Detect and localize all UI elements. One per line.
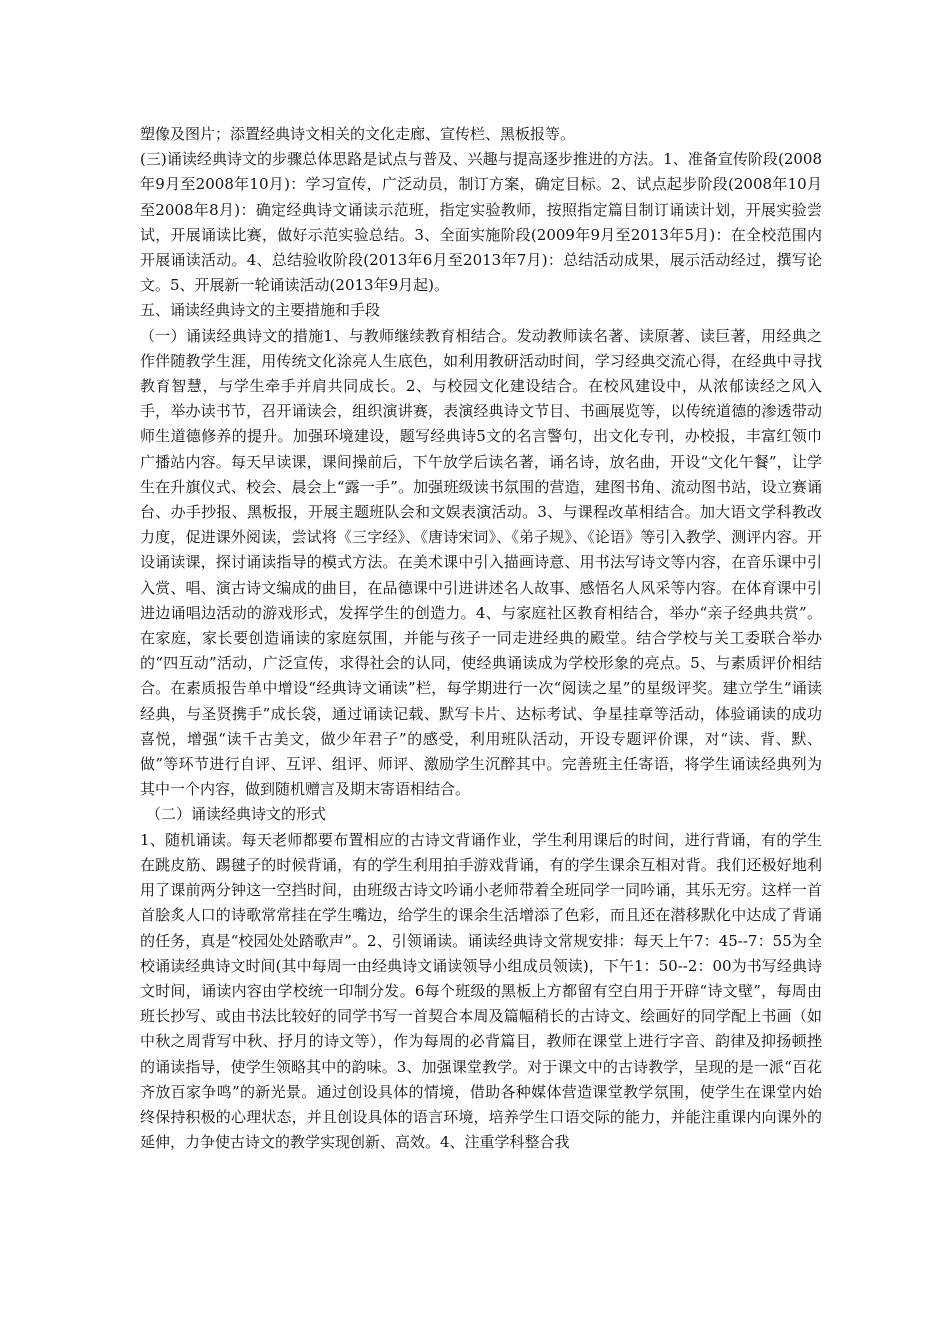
paragraph-decor: 塑像及图片；添置经典诗文相关的文化走廊、宣传栏、黑板报等。 [140, 125, 576, 143]
paragraph-forms: 1、随机诵读。每天老师都要布置相应的古诗文背诵作业，学生利用课后的时间，进行背诵，有的学生在跳皮筋、踢毽子的时候背诵，有的学生利用拍手游戏背诵，有的学生课余互相对背。我们还极好地利用了课前两分钟这一空挡时间，由班级古诗文吟诵小老师带着全班同学一同吟诵，其乐无穷。这样一首首脍炙人口的诗歌常常挂在学生嘴边，给学生的课余生活增添了色彩，而且还在潜移默化中达成了背诵的任务，真是“校园处处踏歌声”。2、引领诵读。诵读经典诗文常规安排：每天上午7：45--7：55为全校诵读经典诗文时间(其中每周一由经典诗文诵读领导小组成员领读)，下午1：50--2：00为书写经典诗文时间，诵读内容由学校统一印制分发。6每个班级的黑板上方都留有空白用于开辟“诗文壁”，每周由班长抄写、或由书法比较好的同学书写一首契合本周及篇幅稍长的古诗文、绘画好的同学配上书画（如中秋之周背写中秋、抒月的诗文等），作为每周的必背篇目，教师在课堂上进行字音、韵律及抑扬顿挫的诵读指导，使学生领略其中的韵味。3、加强课堂教学。对于课文中的古诗教学，呈现的是一派“百花齐放百家争鸣”的新光景。通过创设具体的情境，借助各种媒体营造课堂教学氛围，使学生在课堂内始终保持积极的心理状态，并且创设具体的语言环境，培养学生口语交际的能力，并能注重课内向课外的延伸，力争使古诗文的教学实现创新、高效。4、注重学科整合我 [140, 830, 822, 1152]
paragraph-steps: (三)诵读经典诗文的步骤总体思路是试点与普及、兴趣与提高逐步推进的方法。1、准备宣传阶段(2008年9月至2008年10月)：学习宣传，广泛动员，制订方案，确定目标。2、试点起步阶段(2008年10月至2008年8月)：确定经典诗文诵读示范班，指定实验教师，按照指定篇目制订诵读计划，开展实验尝试，开展诵读比赛，做好示范实验总结。3、全面实施阶段(2009年9月至2013年5月)：在全校范围内开展诵读活动。4、总结验收阶段(2013年6月至2013年7月)：总结活动成果，展示活动经过，撰写论文。5、开展新一轮诵读活动(2013年9月起)。 [140, 150, 822, 295]
paragraph-measures: （一）诵读经典诗文的措施1、与教师继续教育相结合。发动教师读名著、读原著、读巨著，用经典之作伴随教学生涯，用传统文化涂亮人生底色，如利用教研活动时间，学习经典交流心得，在经典中寻找教育智慧，与学生牵手并肩共同成长。2、与校园文化建设结合。在校风建设中，从浓郁读经之风入手，举办读书节，召开诵读会，组织演讲赛，表演经典诗文节目、书画展览等，以传统道德的渗透带动师生道德修养的提升。加强环境建设，题写经典诗5文的名言警句，出文化专刊，办校报，丰富红领巾广播站内容。每天早读课，课间操前后，下午放学后读名著，诵名诗，放名曲，开设“文化午餐”，让学生在升旗仪式、校会、晨会上“露一手”。加强班级读书氛围的营造，建图书角、流动图书站，设立赛诵台、办手抄报、黑板报，开展主题班队会和文娱表演活动。3、与课程改革相结合。加大语文学科教改力度，促进课外阅读，尝试将《三字经》、《唐诗宋词》、《弟子规》、《论语》等引入教学、测评内容。开设诵读课，探讨诵读指导的模式方法。在美术课中引入描画诗意、用书法写诗文等内容，在音乐课中引入赏、唱、演古诗文编成的曲目，在品德课中引进讲述名人故事、感悟名人风采等内容。在体育课中引进边诵唱边活动的游戏形式，发挥学生的创造力。4、与家庭社区教育相结合，举办“亲子经典共赏”。在家庭，家长要创造诵读的家庭氛围，并能与孩子一同走进经典的殿堂。结合学校与关工委联合举办的“四互动”活动，广泛宣传，求得社会的认同，使经典诵读成为学校形象的亮点。5、与素质评价相结合。在素质报告单中增设“经典诗文诵读”栏，每学期进行一次“阅读之星”的星级评奖。建立学生“诵读经典，与圣贤携手”成长袋，通过诵读记载、默写卡片、达标考试、争星挂章等活动，体验诵读的成功喜悦，增强“读千古美文，做少年君子”的感受，利用班队活动，开设专题评价课，对“读、背、默、做”等环节进行自评、互评、组评、师评、激励学生沉醉其中。完善班主任寄语，将学生诵读经典列为其中一个内容，做到随机赠言及期末寄语相结合。 [140, 326, 822, 799]
subsection-heading-forms: （二）诵读经典诗文的形式 [146, 805, 327, 824]
section-heading-measures: 五、诵读经典诗文的主要措施和手段 [140, 301, 381, 320]
document-page [140, 122, 822, 1155]
